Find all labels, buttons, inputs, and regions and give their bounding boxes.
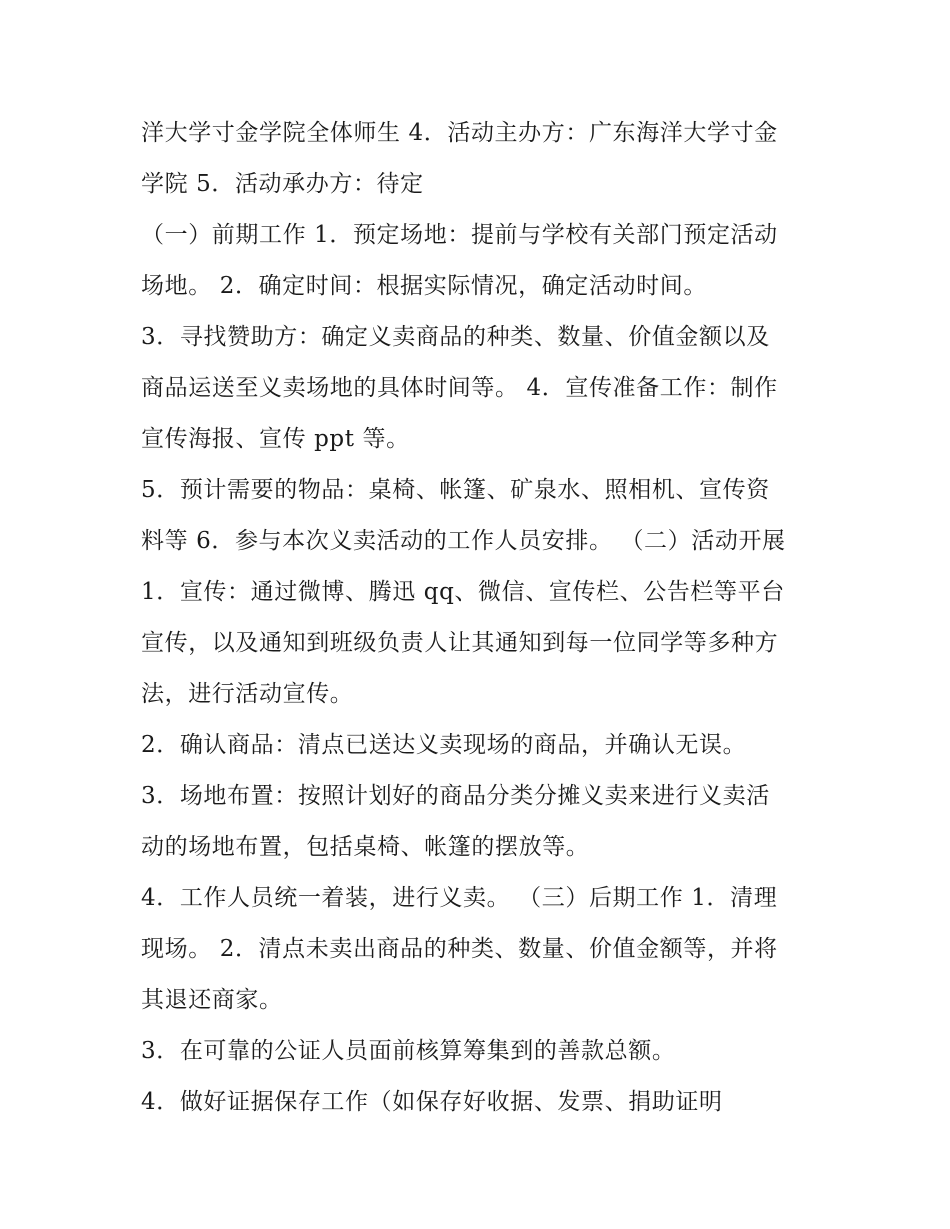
text-line: 料等 6．参与本次义卖活动的工作人员安排。 （二）活动开展: [141, 528, 786, 554]
text-line: 3．场地布置：按照计划好的商品分类分摊义卖来进行义卖活: [141, 783, 770, 809]
text-line: 商品运送至义卖场地的具体时间等。 4．宣传准备工作：制作: [141, 375, 778, 401]
text-line: 3．在可靠的公证人员面前核算筹集到的善款总额。: [141, 1038, 676, 1064]
text-line: 宣传海报、宣传 ppt 等。: [141, 426, 410, 452]
text-line: （一）前期工作 1．预定场地：提前与学校有关部门预定活动: [141, 222, 778, 248]
text-line: 4．工作人员统一着装，进行义卖。 （三）后期工作 1．清理: [141, 885, 778, 911]
text-line: 3．寻找赞助方：确定义卖商品的种类、数量、价值金额以及: [141, 324, 770, 350]
text-line: 动的场地布置，包括桌椅、帐篷的摆放等。: [141, 834, 590, 860]
text-line: 法，进行活动宣传。: [141, 681, 354, 707]
text-line: 其退还商家。: [141, 987, 283, 1013]
text-line: 5．预计需要的物品：桌椅、帐篷、矿泉水、照相机、宣传资: [141, 477, 770, 503]
text-line: 场地。 2．确定时间：根据实际情况，确定活动时间。: [141, 273, 707, 299]
text-line: 4．做好证据保存工作（如保存好收据、发票、捐助证明: [141, 1089, 723, 1115]
body-text: [141, 108, 821, 1128]
text-line: 现场。 2．清点未卖出商品的种类、数量、价值金额等，并将: [141, 936, 778, 962]
text-line: 宣传，以及通知到班级负责人让其通知到每一位同学等多种方: [141, 630, 779, 656]
text-line: 洋大学寸金学院全体师生 4．活动主办方：广东海洋大学寸金: [141, 120, 778, 146]
text-line: 学院 5．活动承办方：待定: [141, 171, 424, 197]
text-line: 2．确认商品：清点已送达义卖现场的商品，并确认无误。: [141, 732, 747, 758]
text-line: 1．宣传：通过微博、腾迅 qq、微信、宣传栏、公告栏等平台: [141, 579, 785, 605]
